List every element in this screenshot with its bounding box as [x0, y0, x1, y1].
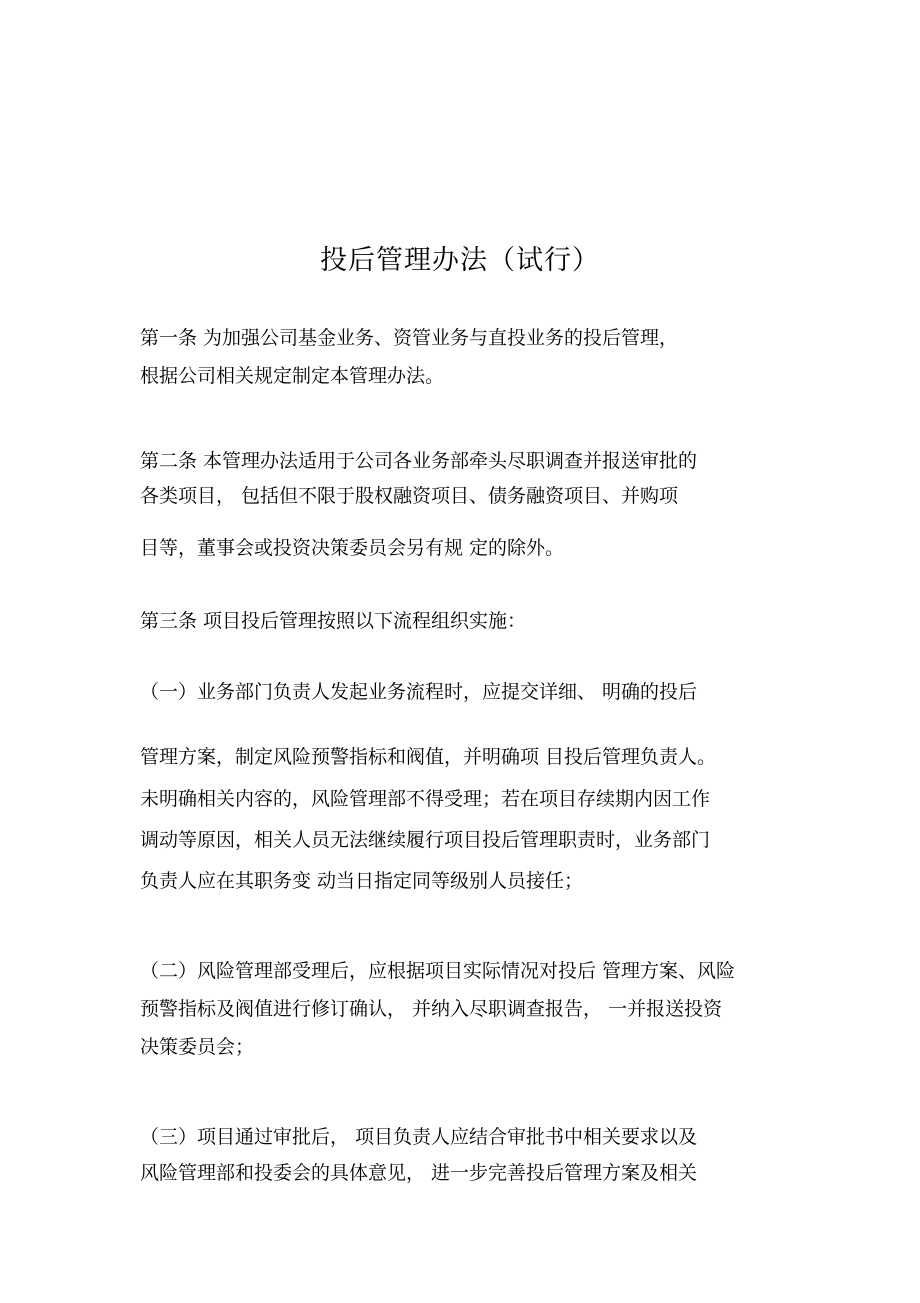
article-2-line-3: 目等，董事会或投资决策委员会另有规 定的除外。 [140, 537, 565, 559]
item-2-line-1: （二）风险管理部受理后，应根据项目实际情况对投后 管理方案、风险 [140, 960, 736, 982]
article-3-line-1: 第三条 项目投后管理按照以下流程组织实施： [140, 610, 527, 632]
item-1-line-1: （一）业务部门负责人发起业务流程时，应提交详细、 明确的投后 [140, 681, 698, 703]
item-1-line-4: 调动等原因，相关人员无法继续履行项目投后管理职责时，业务部门 [140, 829, 711, 851]
item-1-line-5: 负责人应在其职务变 动当日指定同等级别人员接任； [140, 870, 584, 892]
item-3-line-2: 风险管理部和投委会的具体意见， 进一步完善投后管理方案及相关 [140, 1162, 698, 1184]
article-2-line-1: 第二条 本管理办法适用于公司各业务部牵头尽职调查并报送审批的 [140, 450, 698, 472]
item-3-line-1: （三）项目通过审批后， 项目负责人应结合审批书中相关要求以及 [140, 1126, 698, 1148]
item-1-line-2: 管理方案，制定风险预警指标和阀值，并明确项 目投后管理负责人。 [140, 746, 717, 768]
item-2-line-2: 预警指标及阀值进行修订确认， 并纳入尽职调查报告， 一并报送投资 [140, 998, 723, 1020]
item-2-line-3: 决策委员会； [140, 1036, 255, 1058]
document-title: 投后管理办法（试行） [320, 245, 600, 276]
article-1-line-2: 根据公司相关规定制定本管理办法。 [140, 365, 445, 387]
article-1-line-1: 第一条 为加强公司基金业务、资管业务与直投业务的投后管理， [140, 327, 679, 349]
item-1-line-3: 未明确相关内容的，风险管理部不得受理；若在项目存续期内因工作 [140, 788, 711, 810]
article-2-line-2: 各类项目， 包括但不限于股权融资项目、债务融资项目、并购项 [140, 485, 679, 507]
